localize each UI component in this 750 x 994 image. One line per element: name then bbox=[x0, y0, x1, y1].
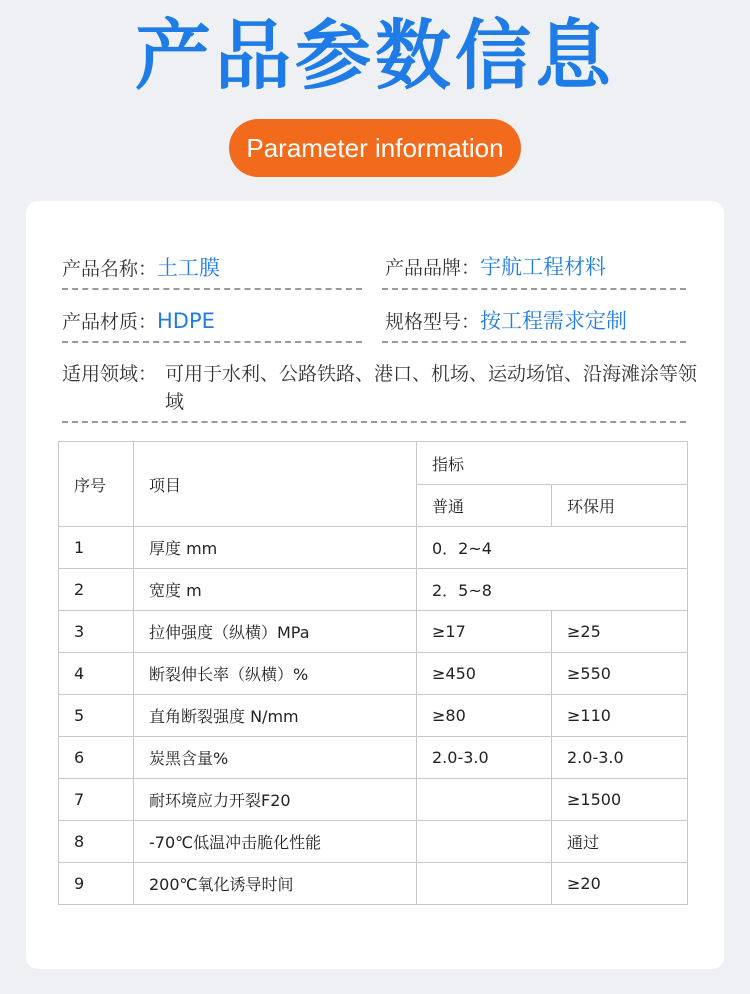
table-row bbox=[59, 821, 688, 863]
row-index: 7 bbox=[59, 779, 134, 821]
product-material-label: 产品材质： bbox=[62, 311, 158, 333]
divider bbox=[62, 421, 686, 423]
row-item: 宽度 m bbox=[134, 569, 417, 611]
product-material-value: HDPE bbox=[157, 309, 215, 333]
row-value-merged: 0．2~4 bbox=[417, 527, 688, 569]
divider bbox=[382, 288, 686, 290]
product-brand-row bbox=[385, 247, 606, 287]
table-row bbox=[59, 527, 688, 569]
row-index: 9 bbox=[59, 863, 134, 905]
row-index: 3 bbox=[59, 611, 134, 653]
row-item: 拉伸强度（纵横）MPa bbox=[134, 611, 417, 653]
row-item: 直角断裂强度 N/mm bbox=[134, 695, 417, 737]
product-model-row bbox=[385, 301, 627, 341]
header-eco: 环保用 bbox=[552, 485, 688, 527]
usage-label: 适用领域： bbox=[62, 363, 158, 385]
row-item: 炭黑含量% bbox=[134, 737, 417, 779]
row-item: 厚度 mm bbox=[134, 527, 417, 569]
row-index: 5 bbox=[59, 695, 134, 737]
table-row bbox=[59, 569, 688, 611]
row-index: 6 bbox=[59, 737, 134, 779]
row-index: 4 bbox=[59, 653, 134, 695]
product-material-row bbox=[62, 301, 215, 341]
table-row bbox=[59, 737, 688, 779]
row-item: 200℃氧化诱导时间 bbox=[134, 863, 417, 905]
row-eco: ≥20 bbox=[552, 863, 688, 905]
row-normal: ≥17 bbox=[417, 611, 552, 653]
header-normal: 普通 bbox=[417, 485, 552, 527]
row-eco: ≥550 bbox=[552, 653, 688, 695]
page-title: 产品参数信息 bbox=[135, 11, 615, 100]
subtitle-badge: Parameter information bbox=[229, 119, 521, 177]
usage-value: 可用于水利、公路铁路、港口、机场、运动场馆、沿海滩涂等领域 bbox=[165, 363, 698, 413]
table-row bbox=[59, 863, 688, 905]
row-item: 断裂伸长率（纵横）% bbox=[134, 653, 417, 695]
product-brand-label: 产品品牌： bbox=[385, 257, 481, 279]
row-eco: 通过 bbox=[552, 821, 688, 863]
row-index: 8 bbox=[59, 821, 134, 863]
row-value-merged: 2．5~8 bbox=[417, 569, 688, 611]
row-eco: ≥25 bbox=[552, 611, 688, 653]
row-normal bbox=[417, 863, 552, 905]
table-row bbox=[59, 611, 688, 653]
row-item: -70℃低温冲击脆化性能 bbox=[134, 821, 417, 863]
row-index: 2 bbox=[59, 569, 134, 611]
row-normal: ≥80 bbox=[417, 695, 552, 737]
row-eco: ≥110 bbox=[552, 695, 688, 737]
product-name-label: 产品名称： bbox=[62, 258, 158, 280]
product-name-row bbox=[62, 248, 220, 288]
table-header-row bbox=[59, 442, 688, 485]
divider bbox=[62, 341, 362, 343]
row-normal bbox=[417, 779, 552, 821]
header-index: 序号 bbox=[59, 442, 134, 527]
product-model-label: 规格型号： bbox=[385, 311, 481, 333]
divider bbox=[62, 288, 362, 290]
product-name-value: 土工膜 bbox=[157, 256, 221, 280]
divider bbox=[382, 341, 686, 343]
row-normal bbox=[417, 821, 552, 863]
row-item: 耐环境应力开裂F20 bbox=[134, 779, 417, 821]
row-eco: ≥1500 bbox=[552, 779, 688, 821]
row-index: 1 bbox=[59, 527, 134, 569]
table-row bbox=[59, 779, 688, 821]
row-eco: 2.0-3.0 bbox=[552, 737, 688, 779]
row-normal: ≥450 bbox=[417, 653, 552, 695]
table-row bbox=[59, 653, 688, 695]
spec-table bbox=[58, 441, 688, 905]
product-brand-value: 宇航工程材料 bbox=[480, 255, 607, 279]
header-indicator: 指标 bbox=[417, 442, 688, 485]
table-row bbox=[59, 695, 688, 737]
row-normal: 2.0-3.0 bbox=[417, 737, 552, 779]
product-model-value: 按工程需求定制 bbox=[480, 309, 628, 333]
header-item: 项目 bbox=[134, 442, 417, 527]
